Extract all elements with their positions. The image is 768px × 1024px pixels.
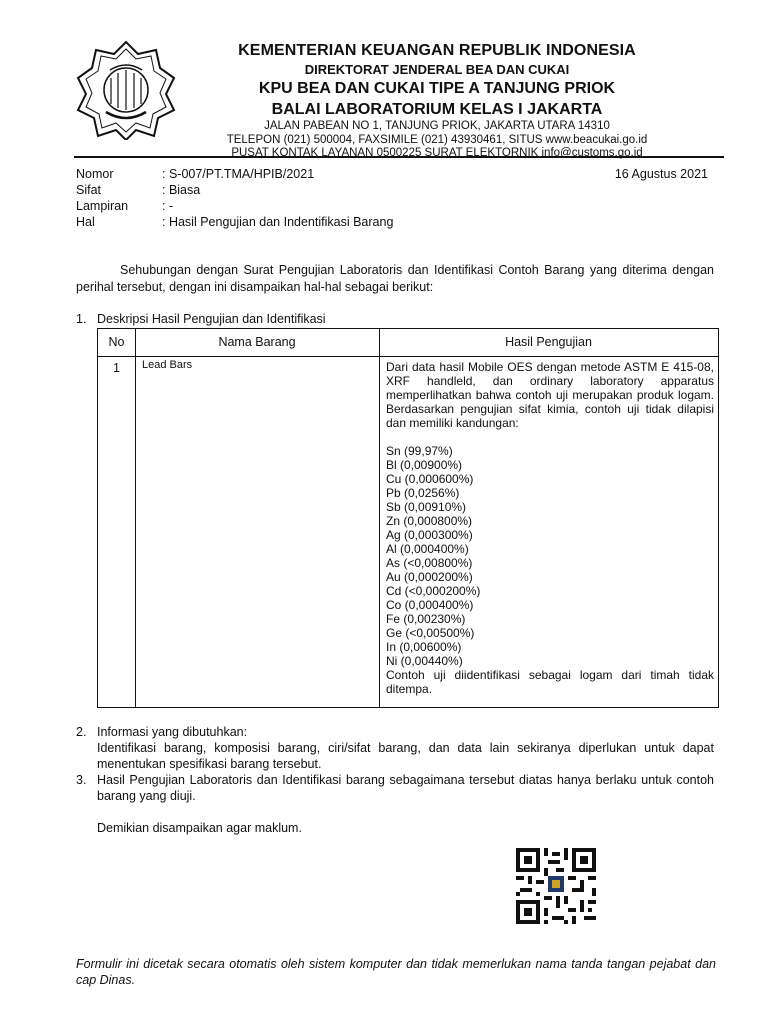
nomor-label: Nomor xyxy=(76,167,114,181)
section-2-number: 2. xyxy=(76,725,87,739)
element-item: Bl (0,00900%) xyxy=(386,458,463,472)
contact-line: PUSAT KONTAK LAYANAN 0500225 SURAT ELEKTORNIK info@customs.go.id xyxy=(231,147,643,159)
result-description: Dari data hasil Mobile OES dengan metode ASTM E 415-08, XRF handleld, dan ordinary laboratory apparatus memperlihatkan bahwa contoh uji merupakan produk logam. Berdasarkan pengujian sifat kimia, contoh uji tidak dilapisi dan memiliki kandungan: xyxy=(386,360,714,430)
nomor-value: : S-007/PT.TMA/HPIB/2021 xyxy=(162,167,315,181)
table-col-divider xyxy=(379,329,380,707)
letter-date: 16 Agustus 2021 xyxy=(614,167,708,181)
element-item: Ag (0,000300%) xyxy=(386,528,473,542)
header-nama-barang: Nama Barang xyxy=(218,335,296,349)
intro-text: Sehubungan dengan Surat Pengujian Laboratoris dan Identifikasi Contoh Barang yang diterima dengan perihal tersebut, dengan ini disampaikan hal-hal sebagai berikut: xyxy=(76,263,714,294)
letterhead xyxy=(186,40,688,161)
element-item: Ni (0,00440%) xyxy=(386,654,463,668)
lab-name: BALAI LABORATORIUM KELAS I JAKARTA xyxy=(271,101,603,118)
section-2-title: Informasi yang dibutuhkan: xyxy=(97,725,248,739)
element-item: As (<0,00800%) xyxy=(386,556,473,570)
element-item: Al (0,000400%) xyxy=(386,542,469,556)
closing-text: Demikian disampaikan agar maklum. xyxy=(97,821,302,835)
meta-row-lampiran xyxy=(76,198,716,214)
meta-row-sifat xyxy=(76,182,716,198)
element-item: Cd (<0,000200%) xyxy=(386,584,481,598)
sifat-label: Sifat xyxy=(76,183,102,197)
address-line: JALAN PABEAN NO 1, TANJUNG PRIOK, JAKARTA UTARA 14310 xyxy=(264,120,610,132)
element-item: Ge (<0,00500%) xyxy=(386,626,475,640)
result-conclusion: Contoh uji diidentifikasi sebagai logam dari timah tidak ditempa. xyxy=(386,668,714,696)
element-item: Zn (0,000800%) xyxy=(386,514,473,528)
element-item: Co (0,000400%) xyxy=(386,598,474,612)
header-hasil-pengujian: Hasil Pengujian xyxy=(505,335,592,349)
letter-meta xyxy=(76,166,716,230)
row-result xyxy=(386,360,714,696)
section-3-number: 3. xyxy=(76,773,87,787)
directorate-name: DIREKTORAT JENDERAL BEA DAN CUKAI xyxy=(304,62,570,77)
element-item: Fe (0,00230%) xyxy=(386,612,466,626)
office-name: KPU BEA DAN CUKAI TIPE A TANJUNG PRIOK xyxy=(258,80,616,97)
sifat-value: : Biasa xyxy=(162,183,201,197)
section-3-body: Hasil Pengujian Laboratoris dan Identifikasi barang sebagaimana tersebut diatas hanya berlaku untuk contoh barang yang diuji. xyxy=(97,773,714,803)
element-item: Sn (99,97%) xyxy=(386,444,453,458)
results-table xyxy=(97,328,719,708)
row-no: 1 xyxy=(113,361,120,375)
element-item: Cu (0,000600%) xyxy=(386,472,474,486)
row-item-name: Lead Bars xyxy=(142,359,193,371)
hal-value: : Hasil Pengujian dan Indentifikasi Barang xyxy=(162,215,394,229)
element-item: Au (0,000200%) xyxy=(386,570,473,584)
element-item: In (0,00600%) xyxy=(386,640,462,654)
element-item: Pb (0,0256%) xyxy=(386,486,460,500)
kemenkeu-emblem-icon xyxy=(76,40,176,140)
section-1-number: 1. xyxy=(76,312,87,326)
section-1-title: Deskripsi Hasil Pengujian dan Identifikasi xyxy=(97,312,326,326)
header-no: No xyxy=(108,335,125,349)
phone-line: TELEPON (021) 500004, FAXSIMILE (021) 43930461, SITUS www.beacukai.go.id xyxy=(226,133,648,146)
footer-note: Formulir ini dicetak secara otomatis oleh sistem komputer dan tidak memerlukan nama tanda tangan pejabat dan cap Dinas. xyxy=(76,957,716,987)
intro-paragraph xyxy=(76,262,714,296)
qr-code-icon xyxy=(516,848,596,924)
letterhead-divider xyxy=(74,156,724,158)
lampiran-value: : - xyxy=(162,199,174,213)
table-col-divider xyxy=(135,329,136,707)
section-2-body: Identifikasi barang, komposisi barang, ciri/sifat barang, dan data lain sekiranya diperlukan untuk dapat menentukan spesifikasi barang tersebut. xyxy=(97,741,714,771)
meta-row-hal xyxy=(76,214,716,230)
ministry-name: KEMENTERIAN KEUANGAN REPUBLIK INDONESIA xyxy=(238,42,636,59)
meta-row-nomor xyxy=(76,166,716,182)
table-header-divider xyxy=(98,356,718,357)
lampiran-label: Lampiran xyxy=(76,199,129,213)
element-item: Sb (0,00910%) xyxy=(386,500,467,514)
hal-label: Hal xyxy=(76,215,95,229)
